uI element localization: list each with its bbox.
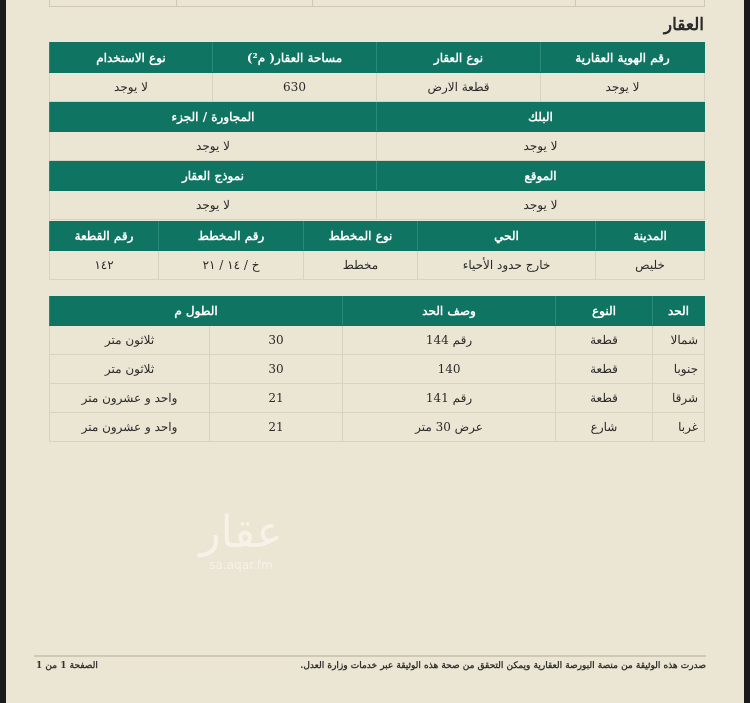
value-property-type: قطعة الارض [377,73,541,102]
partial-cell [313,0,576,7]
property-value-row-2 [50,132,705,161]
header-property-type: نوع العقار [377,43,541,73]
partial-cell [50,0,177,7]
value-property-id: لا يوجد [541,73,705,102]
location-table [49,221,705,280]
header-neighborhood-part: المجاورة / الجزء [50,102,377,132]
header-boundary-description: وصف الحد [343,297,556,326]
boundaries-header-row [50,297,705,326]
value-location: لا يوجد [377,191,705,220]
value-plan-number: خ / ١٤ / ٢١ [159,251,304,280]
section-title: العقار [663,15,704,35]
location-header-row [50,222,705,251]
header-boundary: الحد [653,297,705,326]
header-plan-type: نوع المخطط [304,222,418,251]
header-length: الطول م [50,297,343,326]
boundary-length: 30 [210,326,343,355]
boundary-length: 30 [210,355,343,384]
header-location: الموقع [377,161,705,191]
value-plot-number: ١٤٢ [50,251,159,280]
boundary-side: شمالا [653,326,705,355]
header-district: الحي [418,222,596,251]
partial-cell [177,0,313,7]
header-property-id: رقم الهوية العقارية [541,43,705,73]
boundary-row [50,384,705,413]
previous-table-partial [49,0,705,7]
boundary-row [50,355,705,384]
boundary-description: عرض 30 متر [343,413,556,442]
value-district: خارج حدود الأحياء [418,251,596,280]
footer-divider [34,655,706,657]
value-property-model: لا يوجد [50,191,377,220]
value-block: لا يوجد [377,132,705,161]
boundary-description: رقم 141 [343,384,556,413]
watermark-url: sa.aqar.fm [209,558,273,572]
boundary-description: 140 [343,355,556,384]
page-number: الصفحة 1 من 1 [36,661,98,671]
header-usage-type: نوع الاستخدام [50,43,213,73]
location-value-row [50,251,705,280]
boundary-type: قطعة [556,326,653,355]
boundary-side: غربا [653,413,705,442]
value-city: خليص [596,251,705,280]
footer-note: صدرت هذه الوثيقة من منصة البورصة العقارية ويمكن التحقق من صحة هذه الوثيقة عبر خدمات وزارة العدل. [300,661,706,671]
boundary-length-text: واحد و عشرون متر [50,413,210,442]
header-plot-number: رقم القطعة [50,222,159,251]
boundary-length-text: ثلاثون متر [50,326,210,355]
aqar-watermark [176,508,306,588]
boundary-side: شرقا [653,384,705,413]
boundary-type: قطعة [556,355,653,384]
property-header-row-3 [50,161,705,191]
boundary-row [50,326,705,355]
boundary-length-text: واحد و عشرون متر [50,384,210,413]
boundary-length-text: ثلاثون متر [50,355,210,384]
header-property-area: مساحة العقار( م²) [213,43,377,73]
property-header-row-2 [50,102,705,132]
boundary-type: قطعة [556,384,653,413]
boundaries-table [49,296,705,442]
boundary-description: رقم 144 [343,326,556,355]
boundary-type: شارع [556,413,653,442]
property-value-row-3 [50,191,705,220]
boundary-length: 21 [210,384,343,413]
header-block: البلك [377,102,705,132]
header-boundary-type: النوع [556,297,653,326]
value-plan-type: مخطط [304,251,418,280]
boundary-row [50,413,705,442]
property-header-row-1 [50,43,705,73]
header-property-model: نموذج العقار [50,161,377,191]
property-value-row-1 [50,73,705,102]
boundary-length: 21 [210,413,343,442]
value-property-area: 630 [213,73,377,102]
header-plan-number: رقم المخطط [159,222,304,251]
property-info-table [49,42,705,220]
value-neighborhood-part: لا يوجد [50,132,377,161]
boundary-side: جنوبا [653,355,705,384]
aqar-logo-icon: عقار [199,507,283,558]
value-usage-type: لا يوجد [50,73,213,102]
partial-cell [576,0,705,7]
header-city: المدينة [596,222,705,251]
